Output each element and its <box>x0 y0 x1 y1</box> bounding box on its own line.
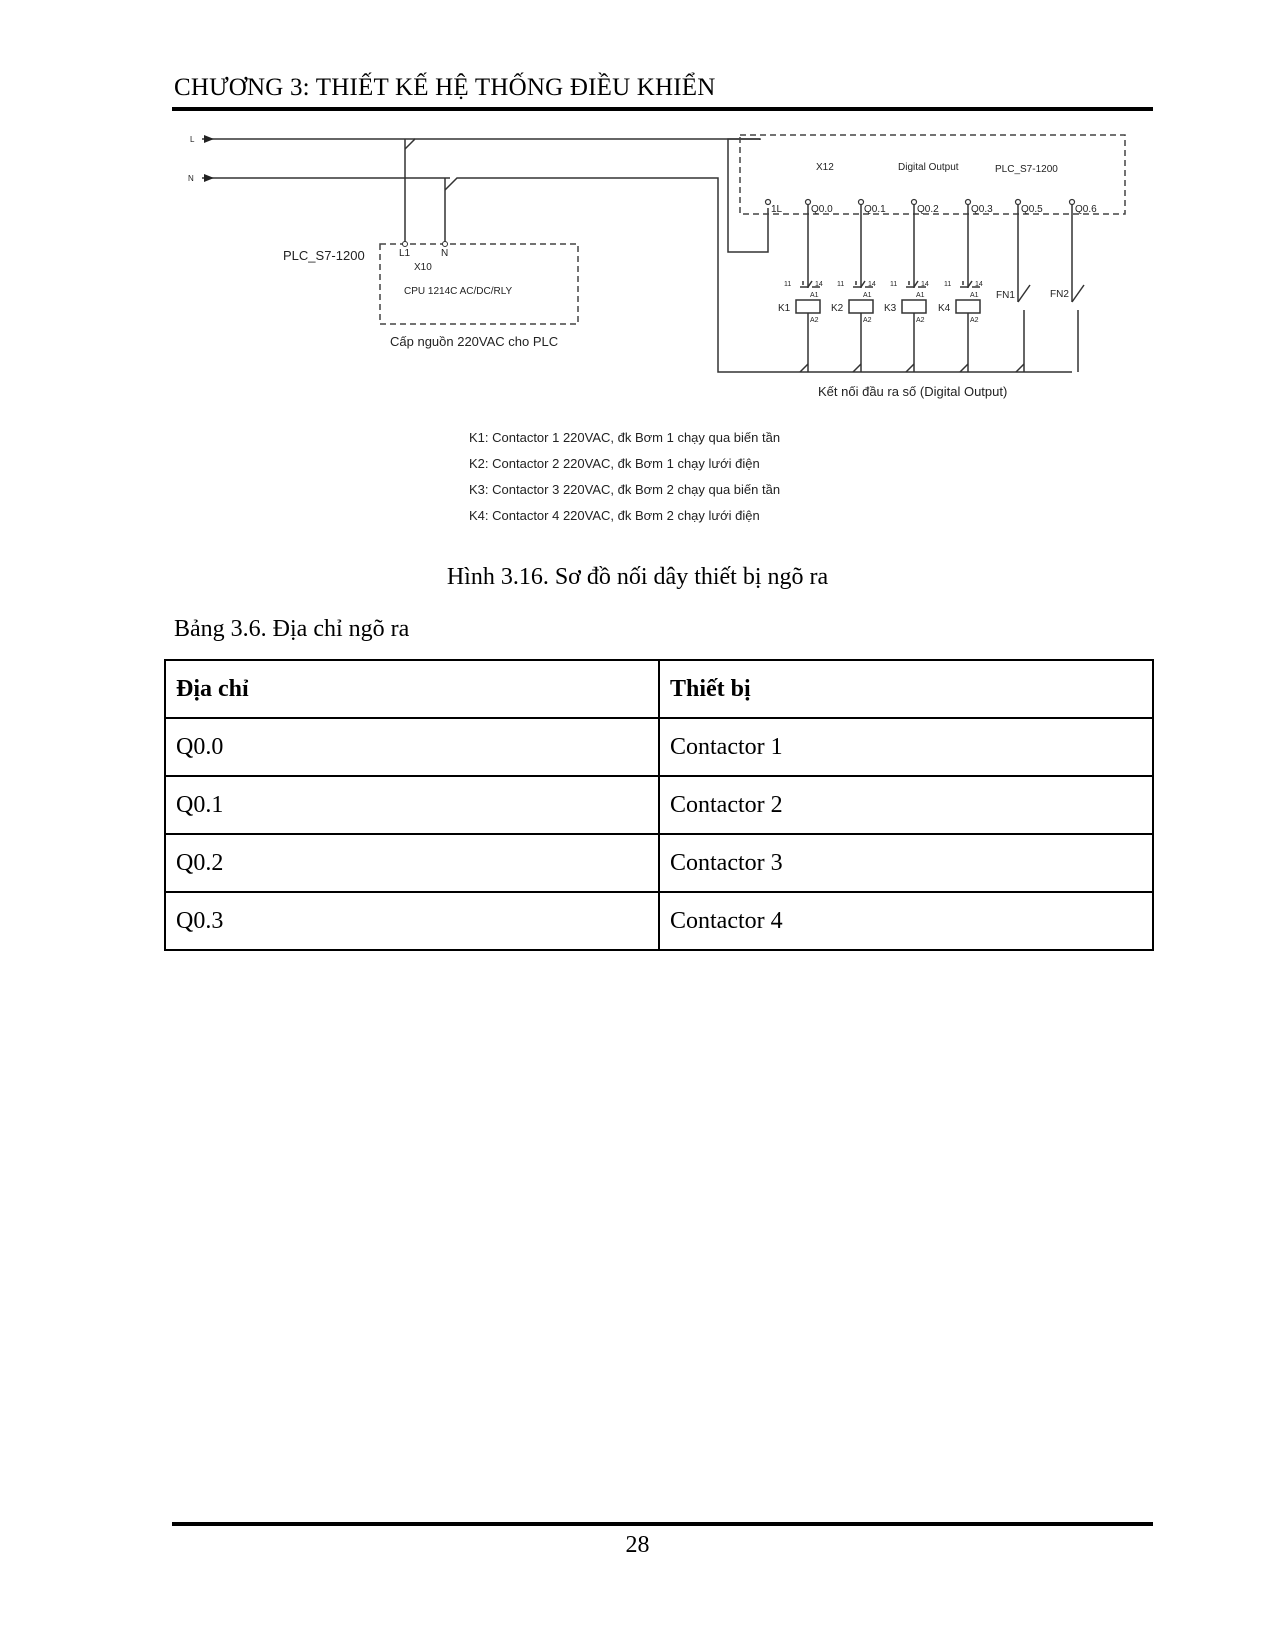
chapter-title: THIẾT KẾ HỆ THỐNG ĐIỀU KHIỂN <box>315 74 716 101</box>
cpu-terminal-l1: L1 <box>399 248 411 259</box>
k4-a2: A2 <box>970 317 979 324</box>
figure-caption: Hình 3.16. Sơ đồ nối dây thiết bị ngõ ra <box>446 564 829 590</box>
fan-fn2: FN2 <box>1050 289 1069 300</box>
legend-k1: K1: Contactor 1 220VAC, đk Bơm 1 chạy qua biến tần <box>469 430 781 445</box>
terminal-q0-6: Q0.6 <box>1075 204 1097 215</box>
table-row <box>165 892 1153 950</box>
legend-k3: K3: Contactor 3 220VAC, đk Bơm 2 chạy qua biến tần <box>469 482 781 497</box>
k2-contact-14: 14 <box>868 281 876 288</box>
cpu-model: CPU 1214C AC/DC/RLY <box>404 286 513 297</box>
k3-contact-14: 14 <box>921 281 929 288</box>
footer-rule <box>172 1522 1153 1526</box>
k3-a2: A2 <box>916 317 925 324</box>
k4-a1: A1 <box>970 292 979 299</box>
wiring-diagram <box>0 0 1275 540</box>
k1-a1: A1 <box>810 292 819 299</box>
coil-k2: K2 <box>831 303 844 314</box>
table-title: Bảng 3.6. Địa chỉ ngõ ra <box>174 616 410 642</box>
cell-address: Q0.1 <box>165 776 659 834</box>
legend-k4: K4: Contactor 4 220VAC, đk Bơm 2 chạy lưới điện <box>469 508 760 523</box>
plc-label: PLC_S7-1200 <box>283 248 365 263</box>
terminal-q0-5: Q0.5 <box>1021 204 1043 215</box>
coil-k3: K3 <box>884 303 897 314</box>
terminal-1l: 1L <box>771 204 783 215</box>
legend-k2: K2: Contactor 2 220VAC, đk Bơm 1 chạy lưới điện <box>469 456 760 471</box>
terminal-q0-3: Q0.3 <box>971 204 993 215</box>
out-title: Digital Output <box>898 162 959 173</box>
output-address-table <box>164 659 1154 951</box>
line-n-label: N <box>188 174 194 183</box>
k2-contact-11: 11 <box>837 281 845 288</box>
cpu-connector: X10 <box>414 262 432 273</box>
cell-device: Contactor 3 <box>659 834 1153 892</box>
table-header-row <box>165 660 1153 718</box>
k3-contact-11: 11 <box>890 281 898 288</box>
k3-a1: A1 <box>916 292 925 299</box>
coil-k4: K4 <box>938 303 951 314</box>
table-row <box>165 834 1153 892</box>
k4-contact-11: 11 <box>944 281 952 288</box>
cpu-terminal-n: N <box>441 248 449 259</box>
header-address: Địa chỉ <box>165 660 659 718</box>
out-caption: Kết nối đầu ra số (Digital Output) <box>818 384 1008 399</box>
cell-address: Q0.0 <box>165 718 659 776</box>
chapter-label: CHƯƠNG 3: <box>174 74 310 101</box>
cell-address: Q0.2 <box>165 834 659 892</box>
coil-k1: K1 <box>778 303 791 314</box>
page-number: 28 <box>625 1532 650 1558</box>
fan-fn1: FN1 <box>996 290 1015 301</box>
cell-device: Contactor 4 <box>659 892 1153 950</box>
cell-address: Q0.3 <box>165 892 659 950</box>
cpu-caption: Cấp nguồn 220VAC cho PLC <box>390 334 559 349</box>
out-plc: PLC_S7-1200 <box>995 164 1058 175</box>
line-l-label: L <box>190 135 195 144</box>
header-device: Thiết bị <box>659 660 1153 718</box>
k1-contact-11: 11 <box>784 281 792 288</box>
out-connector: X12 <box>816 162 834 173</box>
terminal-q0-1: Q0.1 <box>864 204 886 215</box>
cell-device: Contactor 2 <box>659 776 1153 834</box>
table-row <box>165 776 1153 834</box>
cell-device: Contactor 1 <box>659 718 1153 776</box>
table-row <box>165 718 1153 776</box>
terminal-q0-2: Q0.2 <box>917 204 939 215</box>
k1-contact-14: 14 <box>815 281 823 288</box>
k1-a2: A2 <box>810 317 819 324</box>
terminal-q0-0: Q0.0 <box>811 204 833 215</box>
k2-a2: A2 <box>863 317 872 324</box>
k4-contact-14: 14 <box>975 281 983 288</box>
k2-a1: A1 <box>863 292 872 299</box>
